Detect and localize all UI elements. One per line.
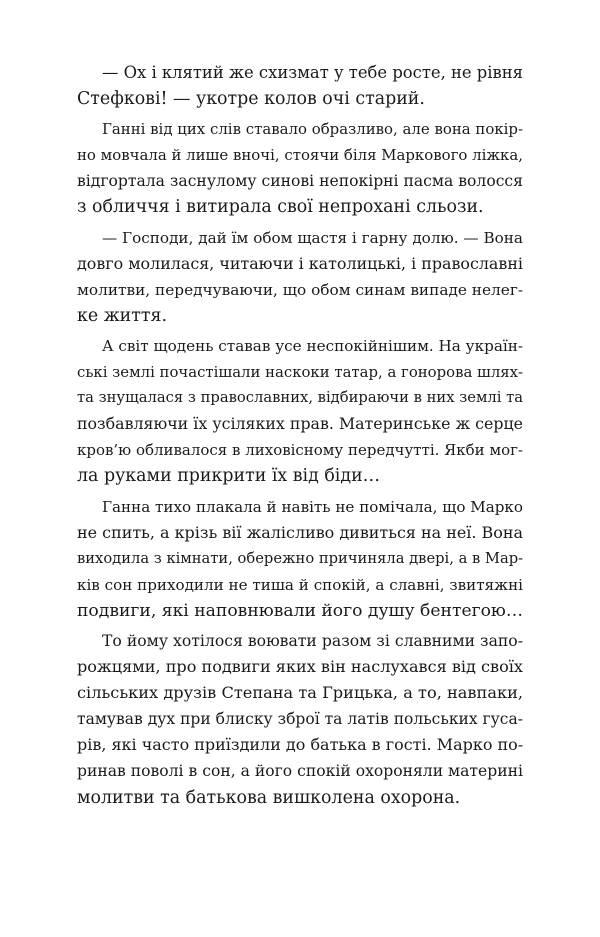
paragraph [77, 333, 523, 490]
text-line: Стефкові! — укотре колов очі старий. [77, 89, 425, 110]
text-line: То йому хотілося воювати разом зі славними запо- [102, 630, 523, 650]
text-line: та знущалася з православних, відбираючи в них землі та [77, 389, 524, 407]
text-line: ке життя. [77, 305, 168, 326]
text-line: Ганна тихо плакала й навіть не помічала, що Марко [102, 497, 523, 516]
text-line: позбавляючи їх усіляких прав. Материнське ж серце [77, 414, 523, 434]
text-line: сільських друзів Степана та Грицька, а то, навпаки, [77, 683, 523, 703]
text-line: ські землі почастішали наскоки татар, а гонорова шлях- [77, 363, 524, 382]
text-line: не спить, а крізь вії жалісливо дивиться на неї. Вона [77, 522, 524, 542]
text-line: тамував дух при блиску зброї та латів польських гуса- [77, 710, 523, 729]
text-line: — Господи, дай їм обом щастя і гарну долю. — Вона [102, 228, 523, 247]
text-line: відгортала заснулому синові непокірні пасма волосся [77, 172, 523, 191]
paragraph [77, 60, 523, 112]
text-line: ла руками прикрити їх від біди… [77, 466, 381, 487]
text-line: довго молилася, читаючи і католицькі, і православні [77, 253, 523, 273]
book-page-text [77, 60, 523, 815]
text-line: подвиги, які наповнювали його душу бентегою… [77, 600, 524, 621]
paragraph [77, 116, 523, 220]
text-line: ків сон приходили не тиша й спокій, а славні, звитяжні [77, 575, 523, 594]
text-line: — Ох і клятий же схизмат у тебе росте, не рівня [102, 63, 523, 82]
text-line: кров’ю обливалося в лиховісному передчутті. Якби мог- [77, 441, 523, 460]
paragraph [77, 494, 523, 624]
text-line: молитви та батькова вишколена охорона. [77, 787, 461, 808]
text-line: рожцями, про подвиги яких він наслухався від своїх [77, 657, 524, 677]
text-line: Ганні від цих слів ставало образливо, але вона покір- [102, 120, 523, 139]
text-line: но мовчала й лише вночі, стоячи біля Маркового ліжка, [77, 146, 523, 165]
paragraph [77, 628, 523, 811]
paragraph [77, 225, 523, 329]
text-line: молитви, передчуваючи, що обом синам випаде нелег- [77, 280, 523, 299]
text-line: рів, які часто приїздили до батька в гості. Марко по- [77, 735, 524, 755]
text-line: з обличчя і витирала свої непрохані сльози. [77, 197, 484, 218]
text-line: виходила з кімнати, обережно причиняла двері, а в Мар- [77, 549, 524, 567]
text-line: ринав поволі в сон, а його спокій охороняли материні [77, 762, 523, 781]
text-line: А світ щодень ставав усе неспокійнішим. На україн- [102, 336, 523, 355]
